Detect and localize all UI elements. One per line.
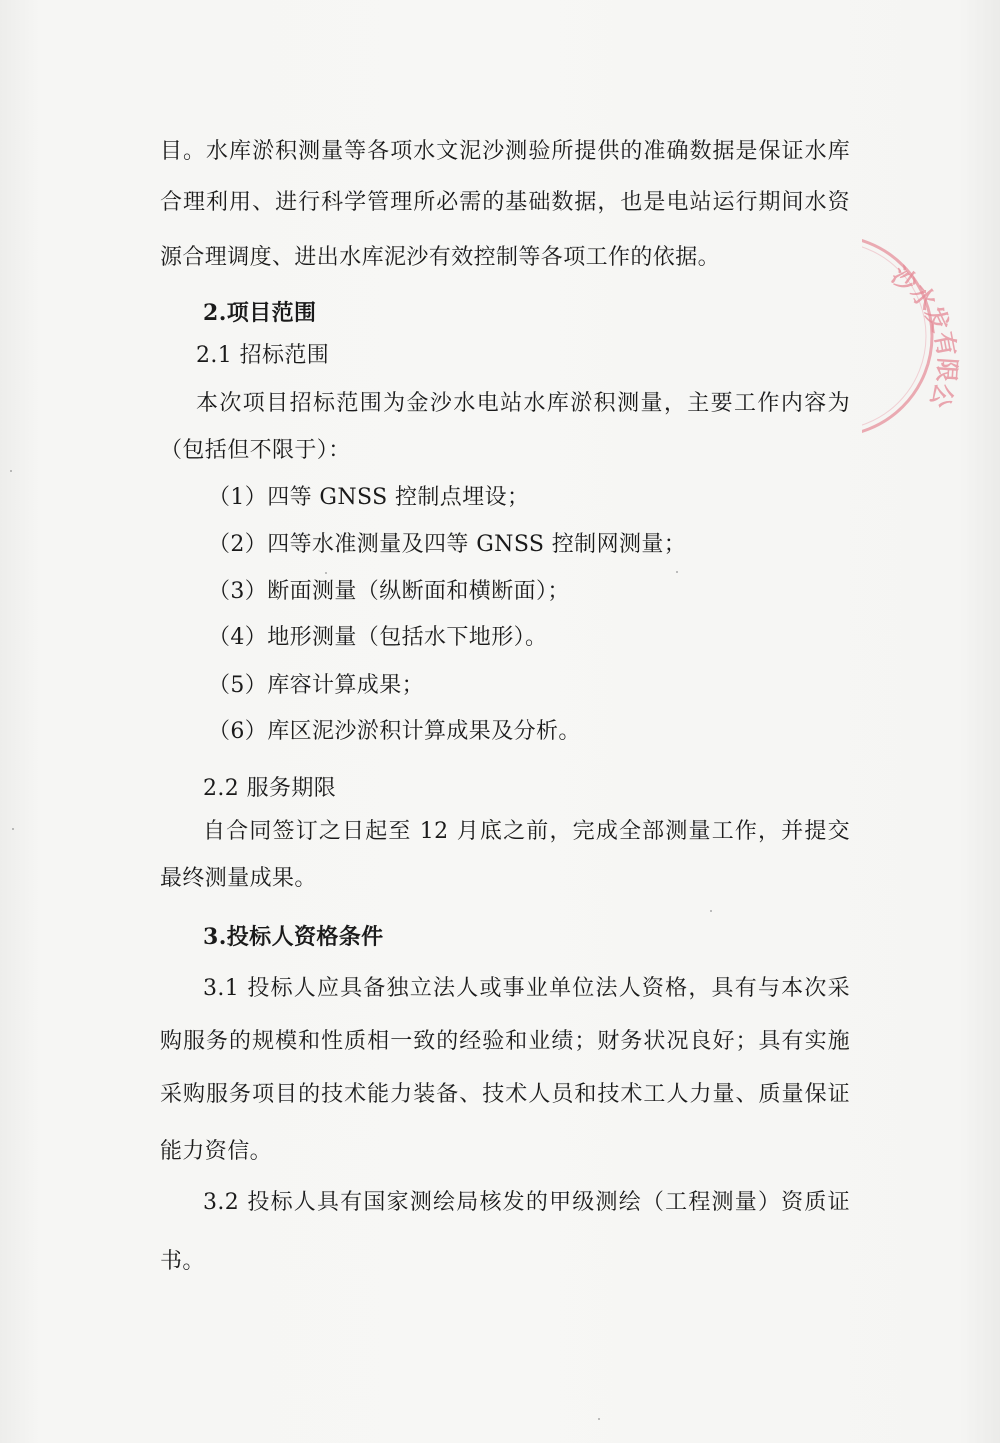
- scan-speck: [10, 470, 12, 472]
- scan-speck: [12, 828, 14, 830]
- paragraph-line: 目。水库淤积测量等各项水文泥沙测验所提供的准确数据是保证水库: [160, 139, 850, 164]
- paragraph-line: 3.1 投标人应具备独立法人或事业单位法人资格，具有与本次采: [203, 976, 850, 1001]
- list-item: （2）四等水准测量及四等 GNSS 控制网测量；: [208, 532, 687, 557]
- section-heading: 2.项目范围: [203, 300, 317, 326]
- paragraph-line: 书。: [160, 1249, 205, 1274]
- list-item: （5）库容计算成果；: [208, 673, 424, 698]
- section-heading: 3.投标人资格条件: [203, 924, 384, 950]
- seal-graphic: [862, 236, 992, 436]
- scan-speck: [598, 1418, 600, 1420]
- list-item: （6）库区泥沙淤积计算成果及分析。: [208, 719, 581, 744]
- subsection-heading: 2.1 招标范围: [196, 343, 330, 368]
- scan-speck: [676, 571, 678, 573]
- paragraph-line: 采购服务项目的技术能力装备、技术人员和技术工人力量、质量保证: [160, 1082, 850, 1107]
- official-seal: [862, 236, 992, 436]
- paragraph-line: 最终测量成果。: [160, 866, 317, 891]
- scan-speck: [710, 910, 712, 912]
- paragraph-line: 购服务的规模和性质相一致的经验和业绩；财务状况良好；具有实施: [160, 1029, 850, 1054]
- list-item: （4）地形测量（包括水下地形）。: [208, 625, 548, 650]
- paragraph-line: （包括但不限于）：: [160, 438, 351, 463]
- scan-speck: [325, 572, 327, 574]
- paragraph-line: 本次项目招标范围为金沙水电站水库淤积测量，主要工作内容为: [196, 391, 850, 416]
- subsection-heading: 2.2 服务期限: [203, 776, 337, 801]
- list-item: （3）断面测量（纵断面和横断面）；: [208, 579, 570, 604]
- paragraph-line: 自合同签订之日起至 12 月底之前，完成全部测量工作，并提交: [203, 819, 850, 844]
- paragraph-line: 3.2 投标人具有国家测绘局核发的甲级测绘（工程测量）资质证: [203, 1190, 850, 1215]
- seal-lettering: 沙水发有限公: [886, 261, 962, 412]
- list-item: （1）四等 GNSS 控制点埋设；: [208, 485, 530, 510]
- paragraph-line: 源合理调度、进出水库泥沙有效控制等各项工作的依据。: [160, 245, 721, 270]
- paragraph-line: 合理利用、进行科学管理所必需的基础数据，也是电站运行期间水资: [160, 190, 850, 215]
- paragraph-line: 能力资信。: [160, 1139, 273, 1164]
